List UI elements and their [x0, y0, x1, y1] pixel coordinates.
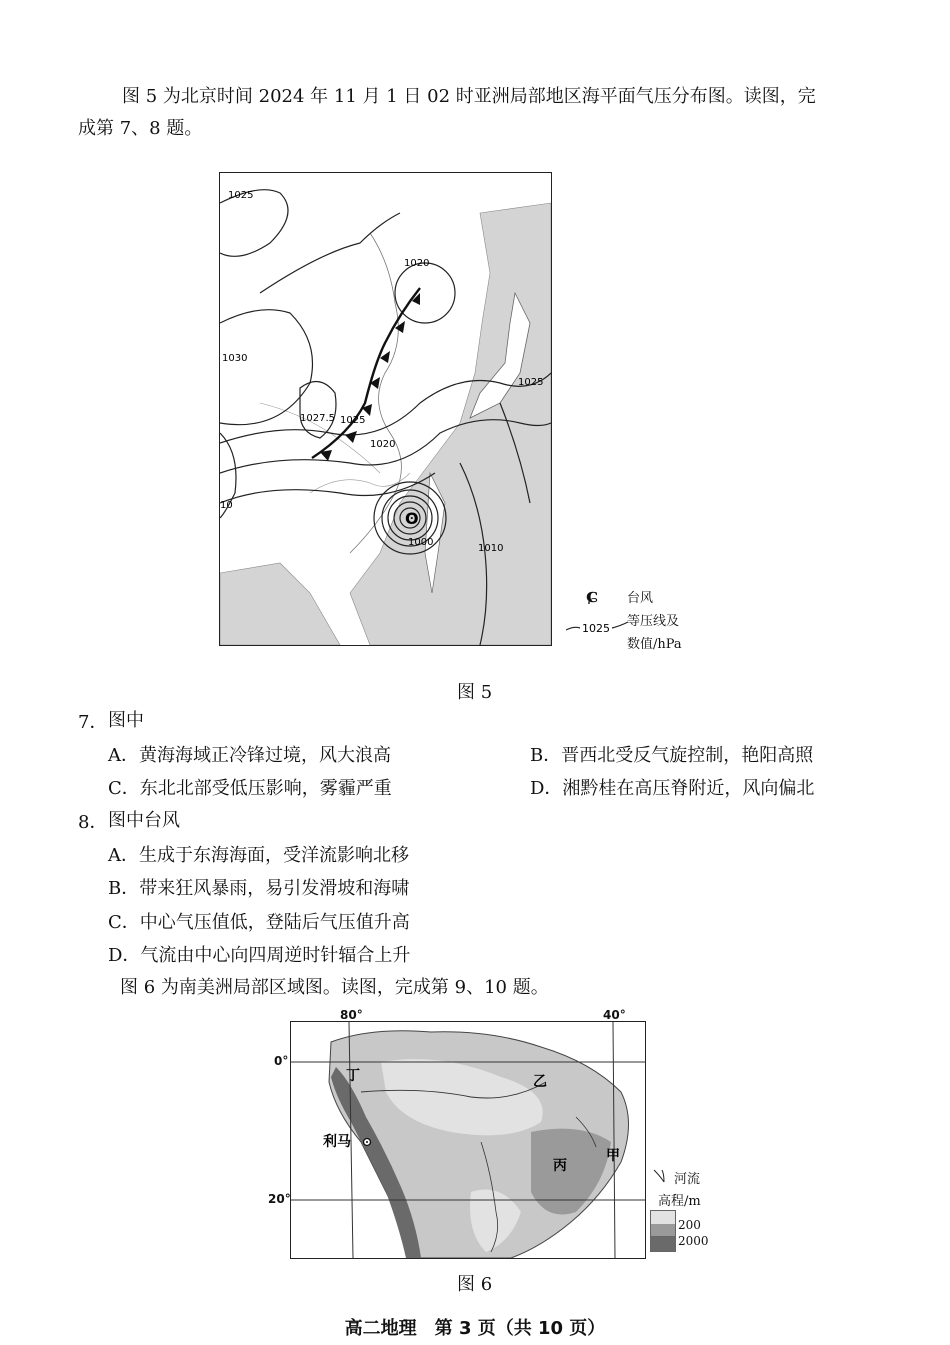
front-triangle	[345, 431, 357, 443]
isobar-label: 1020	[404, 258, 430, 269]
q7-number: 7．	[78, 712, 108, 733]
lon-label-80: 80°	[340, 1008, 363, 1022]
q7-option-b[interactable]: B．晋西北受反气旋控制，艳阳高照	[530, 745, 814, 766]
isobar-label: 1020	[370, 439, 396, 450]
lon-label-40: 40°	[603, 1008, 626, 1022]
isobar-label: 1010	[478, 543, 504, 554]
isobar-label: 10	[220, 500, 233, 511]
q8-option-c[interactable]: C．中心气压值低，登陆后气压值升高	[108, 912, 410, 933]
legend-isobar-label-1: 等压线及	[627, 614, 680, 629]
legend-typhoon-label: 台风	[627, 591, 654, 606]
q8-number: 8．	[78, 812, 108, 833]
svg-text:1025: 1025	[582, 622, 610, 635]
intro1-line2: 成第 7、8 题。	[78, 118, 203, 139]
label-jia: 甲	[606, 1148, 620, 1164]
typhoon-icon: ʘ	[405, 509, 419, 528]
south-america-svg	[291, 1022, 645, 1258]
page-footer: 高二地理 第 3 页（共 10 页）	[344, 1318, 606, 1339]
isobar-label: 1025	[228, 190, 254, 201]
isobar-label: 1025	[340, 415, 366, 426]
legend-swatch-high	[650, 1236, 676, 1252]
label-ding: 丁	[346, 1068, 360, 1084]
legend-isobar-label-2: 数值/hPa	[627, 637, 682, 652]
isobar-label: 1025	[518, 377, 544, 388]
label-lima: 利马	[323, 1134, 351, 1150]
isobar	[260, 213, 400, 293]
q7-stem: 图中	[108, 710, 144, 731]
legend-elev-2000: 2000	[678, 1234, 709, 1248]
sea-area	[350, 203, 551, 645]
lat-label-20: 20°	[268, 1192, 291, 1206]
typhoon-symbol-icon: ɕ	[586, 583, 599, 607]
q7-option-c[interactable]: C．东北北部受低压影响，雾霾严重	[108, 778, 392, 799]
legend-elev-200: 200	[678, 1218, 701, 1232]
isobar	[220, 310, 313, 425]
q8-option-a[interactable]: A．生成于东海海面，受洋流影响北移	[108, 845, 409, 866]
legend-swatch-mid	[650, 1224, 676, 1236]
figure6-map	[290, 1021, 646, 1259]
figure5-caption: 图 5	[457, 682, 493, 703]
label-bing: 丙	[553, 1158, 567, 1174]
q7-option-a[interactable]: A．黄海海域正冷锋过境，风大浪高	[108, 745, 391, 766]
lat-label-0: 0°	[274, 1054, 289, 1068]
q7-option-d[interactable]: D．湘黔桂在高压脊附近，风向偏北	[530, 778, 815, 799]
intro1-line1: 图 5 为北京时间 2024 年 11 月 1 日 02 时亚洲局部地区海平面气压分布图。读图，完	[122, 86, 816, 107]
pressure-map-svg	[220, 173, 551, 645]
legend-elevation-title: 高程/m	[658, 1194, 701, 1209]
sea-area-south	[220, 563, 340, 645]
figure5-map	[219, 172, 552, 646]
coastline	[350, 233, 401, 553]
label-yi: 乙	[533, 1074, 547, 1090]
isobar-low-center	[395, 263, 455, 323]
isobar-label: 1000	[408, 537, 434, 548]
legend-isobar-sample	[566, 618, 628, 638]
q8-option-d[interactable]: D．气流由中心向四周逆时针辐合上升	[108, 945, 411, 966]
isobar-label: 1030	[222, 353, 248, 364]
q8-option-b[interactable]: B．带来狂风暴雨，易引发滑坡和海啸	[108, 878, 410, 899]
figure6-caption: 图 6	[457, 1274, 493, 1295]
intro2: 图 6 为南美洲局部区域图。读图，完成第 9、10 题。	[120, 977, 549, 998]
q8-stem: 图中台风	[108, 810, 180, 831]
border-line	[310, 473, 410, 493]
legend-river-label: 河流	[674, 1172, 701, 1187]
river-legend-icon	[652, 1168, 674, 1184]
lima-dot-icon	[366, 1141, 368, 1143]
brazilian-highlands	[531, 1129, 611, 1215]
isobar-label: 1027.5	[300, 413, 335, 424]
isobar	[220, 473, 435, 503]
